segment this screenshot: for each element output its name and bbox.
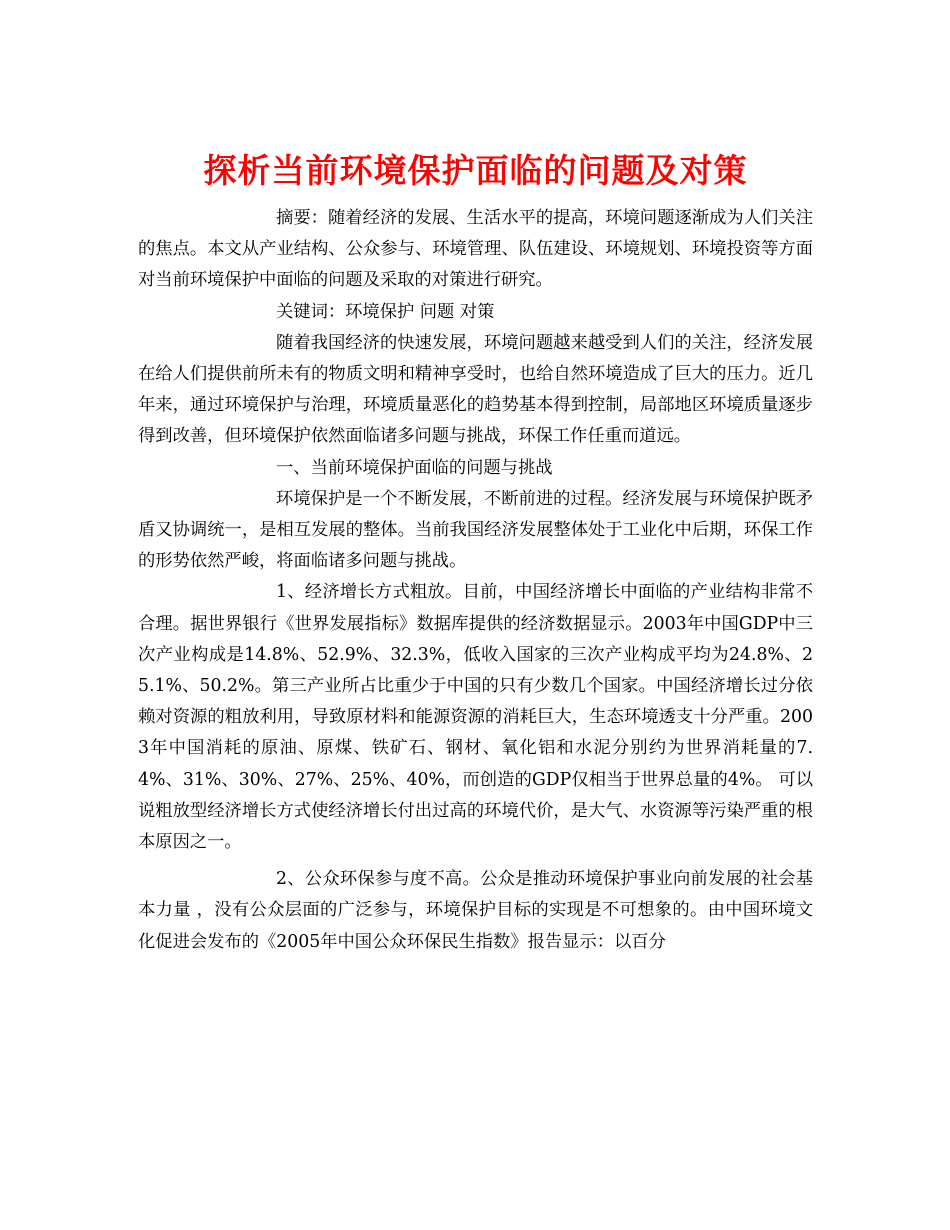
section-1-paragraph: 环境保护是一个不断发展，不断前进的过程。经济发展与环境保护既矛盾又协调统一，是相互发展的整体。当前我国经济发展整体处于工业化中后期，环保工作的形势依然严峻，将面临诸多问题与挑战。 bbox=[138, 488, 813, 572]
intro-paragraph: 随着我国经济的快速发展，环境问题越来越受到人们的关注，经济发展在给人们提供前所未有的物质文明和精神享受时，也给自然环境造成了巨大的压力。近几年来，通过环境保护与治理，环境质量恶化的趋势基本得到控制，局部地区环境质量逐步得到改善，但环境保护依然面临诸多问题与挑战，环保工作任重而道远。 bbox=[138, 332, 813, 447]
keywords-paragraph: 关键词：环境保护 问题 对策 bbox=[276, 301, 495, 322]
document-title: 探析当前环境保护面临的问题及对策 bbox=[203, 151, 748, 191]
document-body bbox=[138, 203, 813, 958]
point-1-paragraph: 1、经济增长方式粗放。目前，中国经济增长中面临的产业结构非常不合理。据世界银行《世界发展指标》数据库提供的经济数据显示。2003年中国GDP中三次产业构成是14.8%、52.9%、32.3%，低收入国家的三次产业构成平均为24.8%、25.1%、50.2%。第三产业所占比重少于中国的只有少数几个国家。中国经济增长过分依赖对资源的粗放利用，导致原材料和能源资源的消耗巨大，生态环境透支十分严重。2003年中国消耗的原油、原煤、铁矿石、钢材、氧化铝和水泥分别约为世界消耗量的7.4%、31%、30%、27%、25%、40%，而创造的GDP仅相当于世界总量的4%。 可以说粗放型经济增长方式使经济增长付出过高的环境代价，是大气、水资源等污染严重的根本原因之一。 bbox=[138, 582, 813, 853]
point-2-paragraph: 2、公众环保参与度不高。公众是推动环境保护事业向前发展的社会基本力量 ，没有公众层面的广泛参与，环境保护目标的实现是不可想象的。由中国环境文化促进会发布的《2005年中国公众环保民生指数》报告显示：以百分 bbox=[138, 869, 813, 952]
abstract-paragraph: 摘要：随着经济的发展、生活水平的提高，环境问题逐渐成为人们关注的焦点。本文从产业结构、公众参与、环境管理、队伍建设、环境规划、环境投资等方面对当前环境保护中面临的问题及采取的对策进行研究。 bbox=[138, 208, 813, 291]
section-heading-1: 一、当前环境保护面临的问题与挑战 bbox=[276, 457, 553, 478]
